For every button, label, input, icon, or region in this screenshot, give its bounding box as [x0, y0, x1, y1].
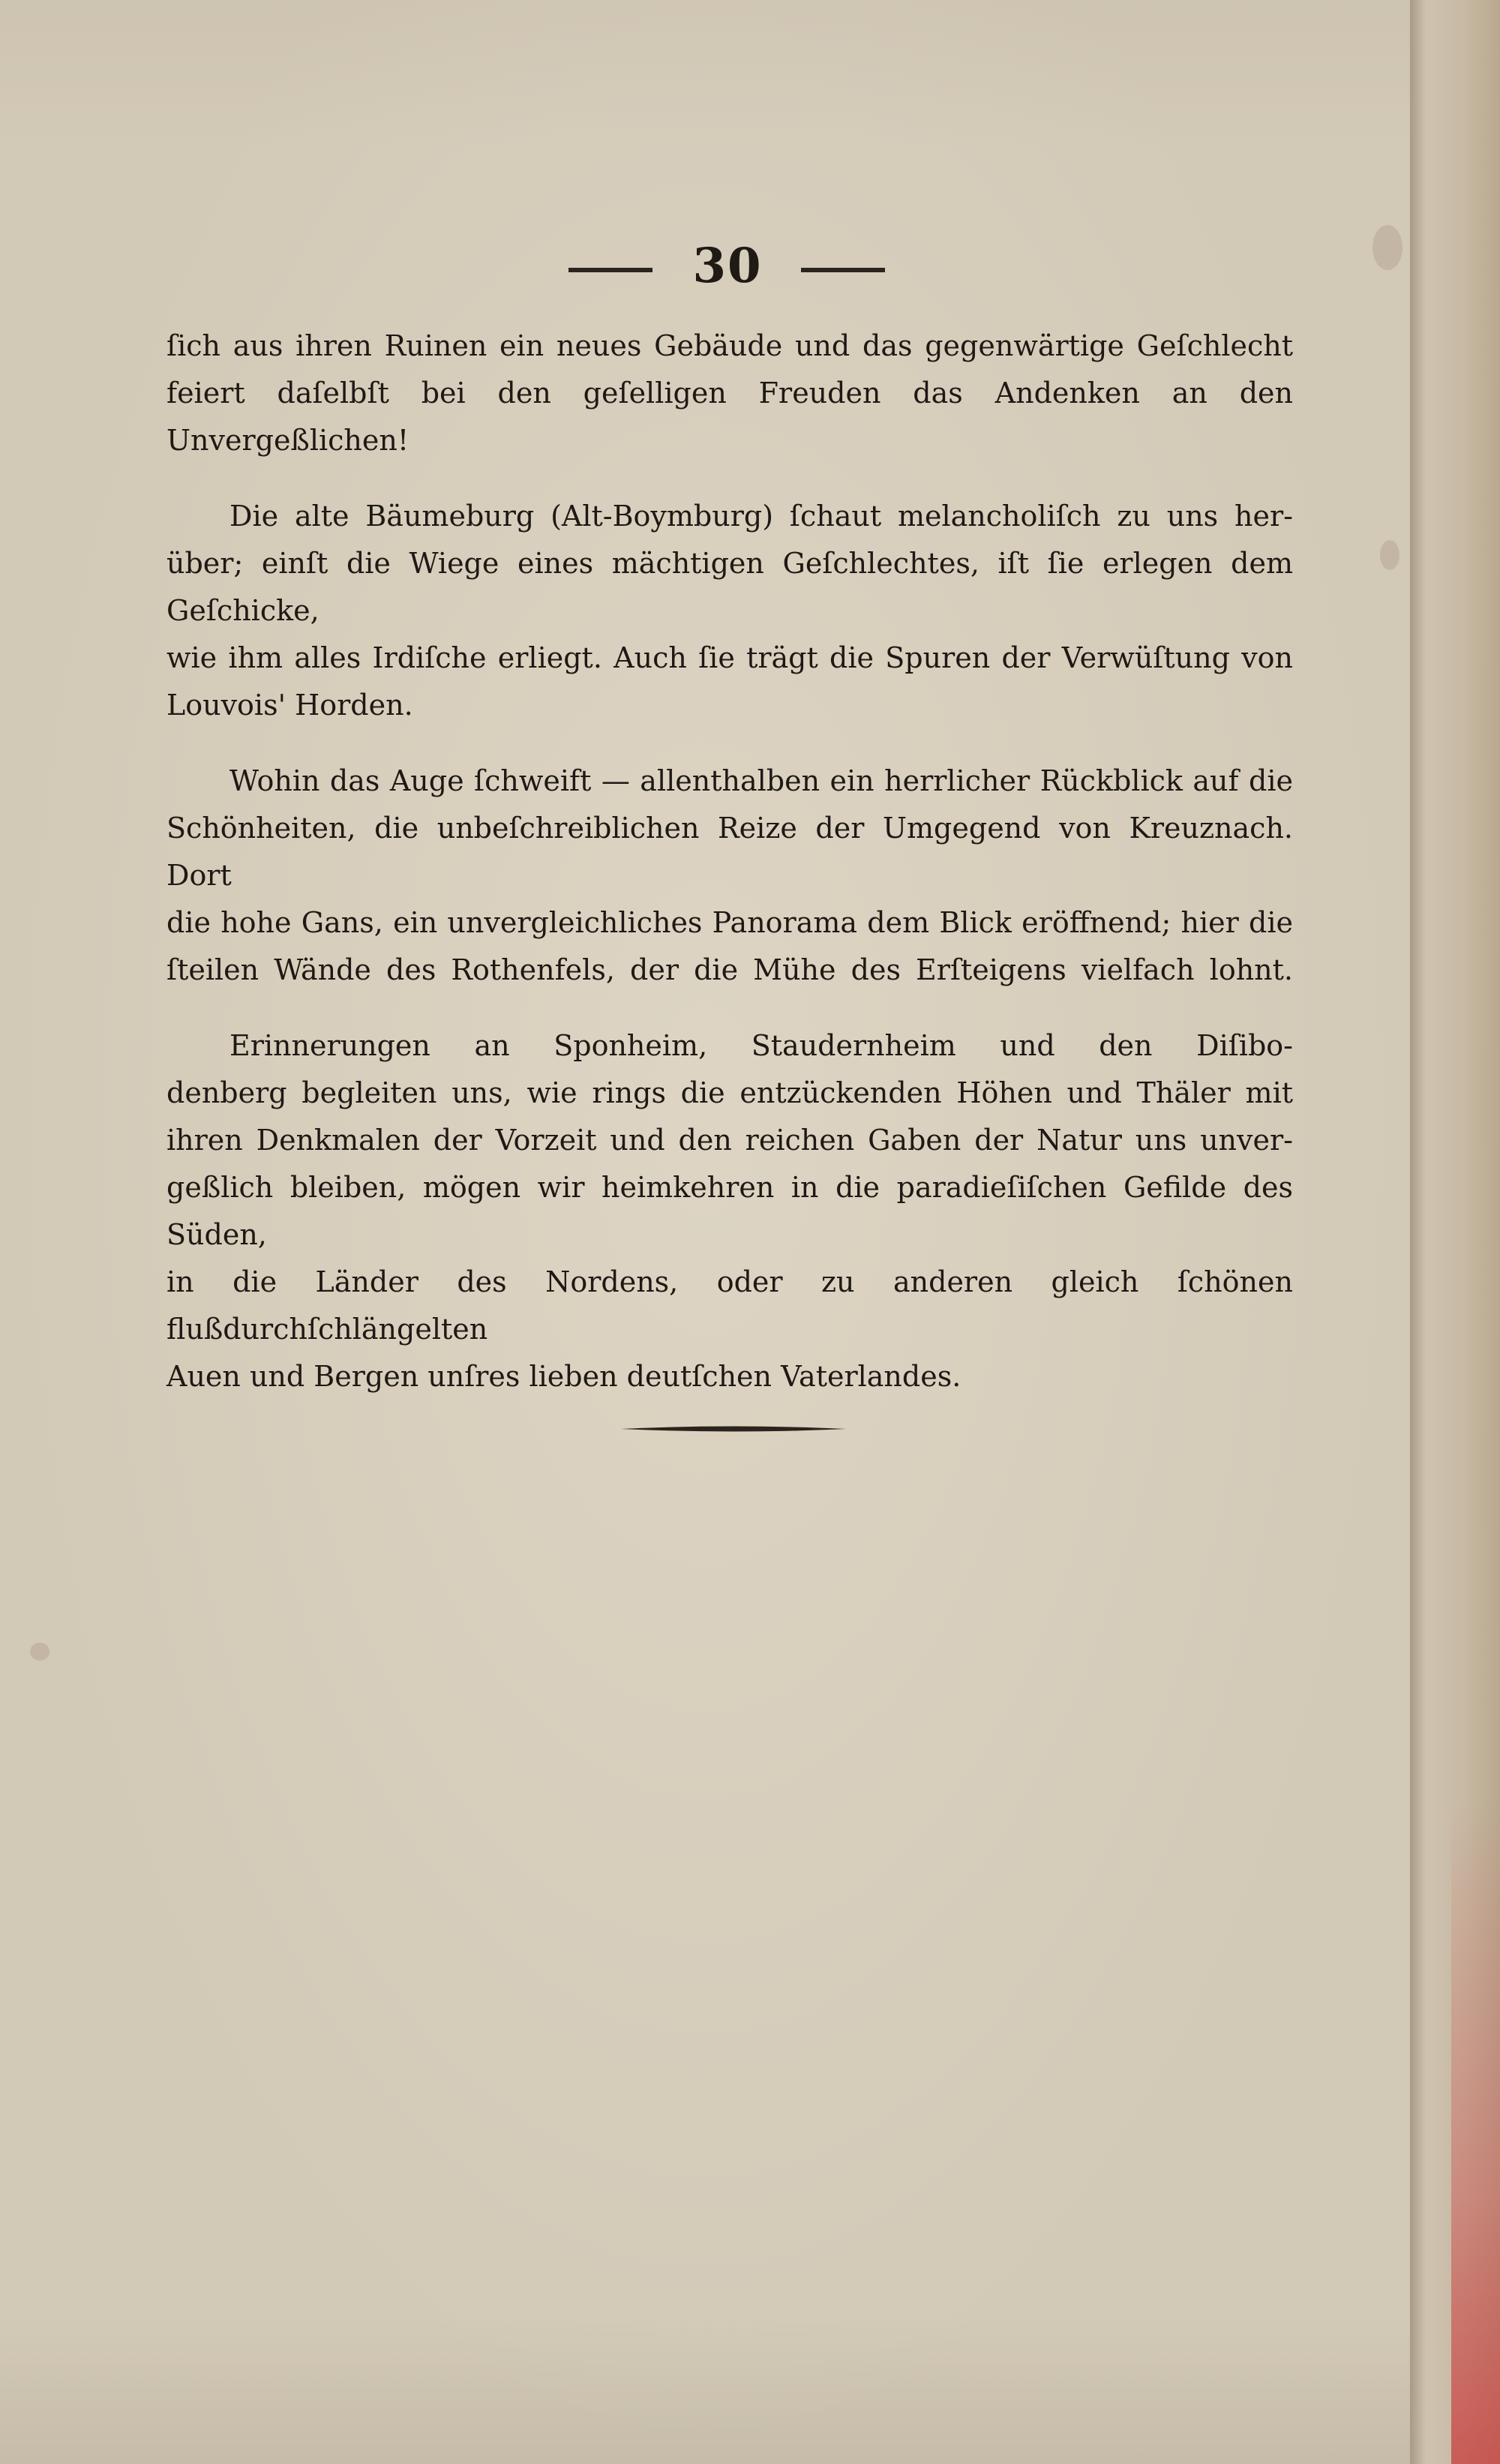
- paragraph-2-line-4: Louvois' Horden.: [166, 689, 413, 722]
- closing-ornament-rule: [621, 1424, 846, 1434]
- page-number: 30: [692, 238, 763, 294]
- paper-stain: [30, 1643, 50, 1661]
- page-edge-red-tint: [1451, 1800, 1500, 2464]
- paragraph-1-line-1: ſich aus ihren Ruinen ein neues Gebäude und das gegenwärtige Geſchlecht: [166, 329, 1293, 362]
- paragraph-3-line-1: Wohin das Auge ſchweift — allenthalben ein herrlicher Rückblick auf die: [230, 764, 1293, 797]
- header-rule-right: [801, 268, 885, 272]
- paragraph-4-line-6: Auen und Bergen unſres lieben deutſchen Vaterlandes.: [166, 1360, 962, 1393]
- paragraph-4-line-1: Erinnerungen an Sponheim, Staudernheim und den Diſibo-: [230, 1029, 1293, 1062]
- paper-stain: [1380, 540, 1400, 570]
- header-rule-left: [568, 268, 652, 272]
- paragraph-3-line-3: die hohe Gans, ein unvergleichliches Panorama dem Blick eröffnend; hier die: [166, 906, 1293, 939]
- paragraph-3-line-2: Schönheiten, die unbeſchreiblichen Reize der Umgegend von Kreuznach. Dort: [166, 812, 1293, 892]
- paragraph-2-line-3: wie ihm alles Irdiſche erliegt. Auch ſie trägt die Spuren der Verwüſtung von: [166, 641, 1293, 674]
- paragraph-3-line-4: ſteilen Wände des Rothenfels, der die Mühe des Erſteigens vielfach lohnt.: [166, 953, 1293, 986]
- paragraph-4-line-2: denberg begleiten uns, wie rings die entzückenden Höhen und Thäler mit: [166, 1076, 1293, 1109]
- page-header: [0, 236, 1410, 296]
- paragraph-4-line-5: in die Länder des Nordens, oder zu anderen gleich ſchönen flußdurchſchlängelten: [166, 1265, 1293, 1346]
- paragraph-2-line-1: Die alte Bäumeburg (Alt-Boymburg) ſchaut melancholiſch zu uns her-: [230, 500, 1293, 533]
- paragraph-4-line-3: ihren Denkmalen der Vorzeit und den reichen Gaben der Natur uns unver-: [166, 1124, 1293, 1157]
- paragraph-2-line-2: über; einſt die Wiege eines mächtigen Geſchlechtes, iſt ſie erlegen dem Geſchicke,: [166, 547, 1293, 627]
- paragraph-4-line-4: geßlich bleiben, mögen wir heimkehren in die paradieſiſchen Gefilde des Süden,: [166, 1171, 1293, 1251]
- paragraph-1-line-2: feiert daſelbſt bei den geſelligen Freuden das Andenken an den Unvergeßlichen!: [166, 377, 1293, 457]
- body-text: [166, 323, 1293, 1400]
